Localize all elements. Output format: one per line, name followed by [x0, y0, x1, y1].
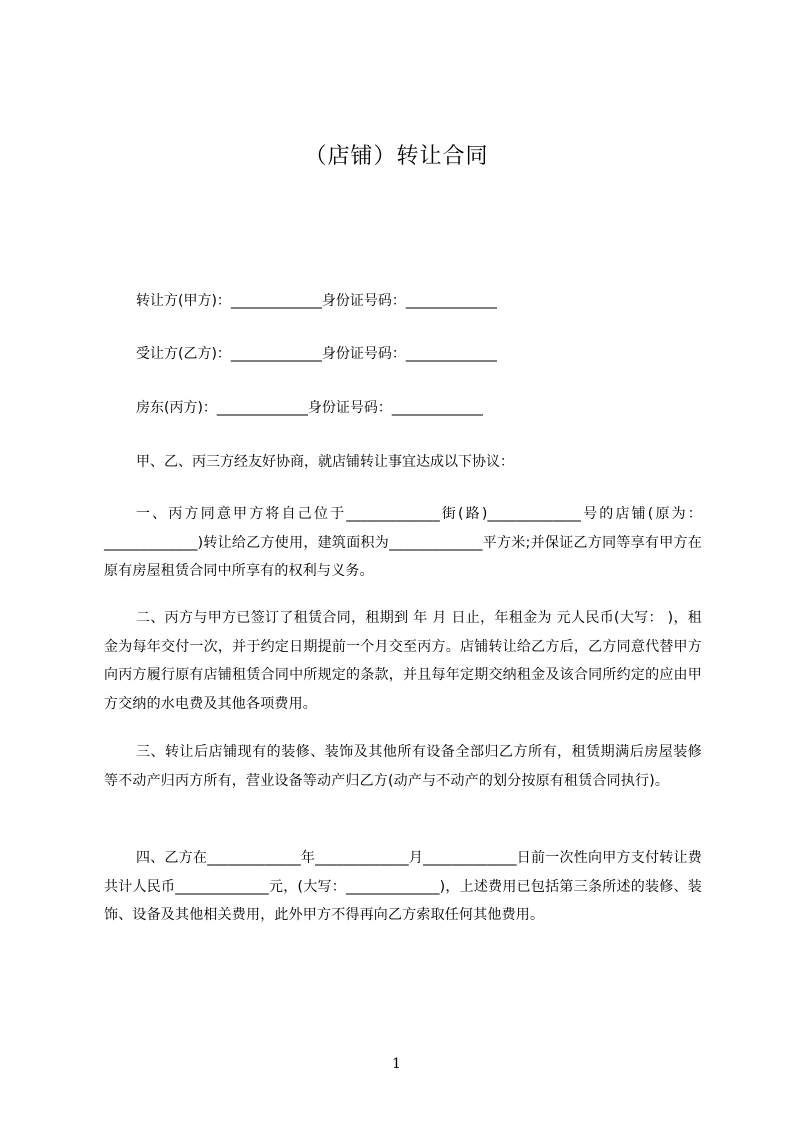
clause-1: 一、丙方同意甲方将自己位于_____________街(路)_____________号的店铺(原为：_____________)转让给乙方使用，建筑面积为_____________平方米;并保证乙方同等享有甲方在原有房屋租赁合同中所享有的权利与义务。 [104, 506, 702, 579]
party-transferee-line: 受让方(乙方)：_____________身份证号码：_____________ [136, 346, 497, 362]
party-transferor-line: 转让方(甲方)：_____________身份证号码：_____________ [136, 293, 497, 309]
clause-3: 三、转让后店铺现有的装修、装饰及其他所有设备全部归乙方所有，租赁期满后房屋装修等不动产归丙方所有，营业设备等动产归乙方(动产与不动产的划分按原有租赁合同执行)。 [104, 744, 702, 789]
clause-2: 二、丙方与甲方已签订了租赁合同，租期到 年 月 日止，年租金为 元人民币(大写： )，租金为每年交付一次，并于约定日期提前一个月交至丙方。店铺转让给乙方后，乙方同意代替甲方向丙方履行原有店铺租赁合同中所规定的条款，并且每年定期交纳租金及该合同所约定的应由甲方交纳的水电费及其他各项费用。 [104, 610, 702, 712]
page-number: 1 [392, 1056, 401, 1072]
document-title: （店铺）转让合同 [304, 144, 489, 169]
clause-4: 四、乙方在_____________年_____________月_____________日前一次性向甲方支付转让费共计人民币_____________元，(大写：_____________)，上述费用已包括第三条所述的装修、装饰、设备及其他相关费用，此外甲方不得再向乙方索取任何其他费用。 [104, 850, 702, 923]
agreement-intro: 甲、乙、丙三方经友好协商，就店铺转让事宜达成以下协议： [136, 454, 514, 470]
party-landlord-line: 房东(丙方)：_____________身份证号码：_____________ [136, 400, 483, 416]
